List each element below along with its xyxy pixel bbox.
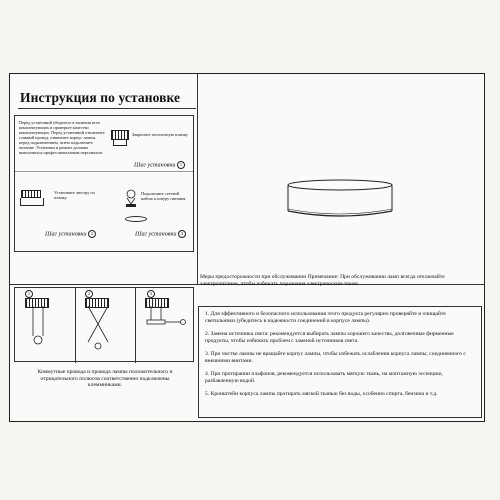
- mount-illustration: [20, 190, 48, 208]
- step1-caption: Шаг установки 1: [134, 161, 185, 169]
- wire-diagram-1: [23, 306, 63, 351]
- ceiling-lamp-drawing: [285, 179, 395, 219]
- prep-text: Перед установкой убедитесь в наличии всех комплектующих и проверьте качество комплектующих. Перед установкой отключите главный провод, отвинтите корпус лампы перед подключением, затем подключите питание. Установка и ремонт должны выполняться профессиональным персоналом.: [19, 120, 105, 155]
- step1-instruction: Закрепите потолочную планку: [132, 132, 188, 137]
- step1-number: 1: [177, 161, 185, 169]
- note-1: 1. Для эффективного и безопасного использования этого продукта регулярно проверяйте и очищайте светильники (убедитесь в надежности соединений в корпусе лампы).: [205, 311, 446, 324]
- wire-diagram-2: [83, 306, 123, 351]
- ceiling-plate-illustration: [111, 130, 129, 146]
- step3-number: 3: [178, 230, 186, 238]
- precautions-text: Меры предосторожности при обслуживании Примечание: При обслуживании ламп всегда отключайте электропитание, чтобы избежать поражения электрическим током: [200, 274, 445, 287]
- step2-instruction: Установите люстру по планку: [54, 190, 95, 200]
- note-4: 4. При протирании плафонов, рекомендуется использовать мягкую ткань, на монтажную эссенцию, разбавленную водой.: [205, 371, 443, 384]
- step2-caption: Шаг установки 2: [45, 230, 96, 238]
- wiring-label-3: 3: [147, 290, 155, 298]
- steps-panel: [14, 115, 194, 252]
- step-divider: [15, 171, 193, 172]
- wiring-divider-1: [75, 288, 76, 363]
- step2-number: 2: [88, 230, 96, 238]
- title-underline: [18, 108, 196, 109]
- note-3: 3. При чистке лампы не вращайте корпус лампы, чтобы избежать ослабления корпуса лампы, соединенного с внешними винтами.: [205, 351, 466, 364]
- instruction-sheet: [9, 73, 485, 422]
- note-2: 2. Замена источника света: рекомендуется выбирать лампы хорошего качества, долговечные фирменные продукты, чтобы избежать проблем с заменой источников света.: [205, 331, 454, 344]
- step3-instruction: Подключите сетевой кабель к шнуру питания: [141, 191, 186, 201]
- page-title: Инструкция по установке: [20, 90, 181, 105]
- notes-box: [198, 306, 482, 418]
- wiring-panel: [14, 287, 194, 362]
- wiring-note: Коммутные провода и провода лампы положительного и отрицательного полюсов соответственно подключены клеммниками.: [37, 369, 173, 389]
- step3-caption: Шаг установки 3: [135, 230, 186, 238]
- wire-diagram-3: [143, 306, 188, 351]
- wiring-divider-2: [135, 288, 136, 363]
- wiring-illustration: [123, 188, 139, 212]
- prep-box: [18, 120, 106, 172]
- note-5: 5. Кронштейн корпуса лампы протирать мягкой тканью без воды, особенно спирта, бензина и т.д.: [205, 391, 438, 397]
- wiring-label-2: 2: [85, 290, 93, 298]
- panel-divider: [197, 74, 198, 284]
- lamp-body-mini: [125, 216, 147, 222]
- wiring-label-1: 1: [25, 290, 33, 298]
